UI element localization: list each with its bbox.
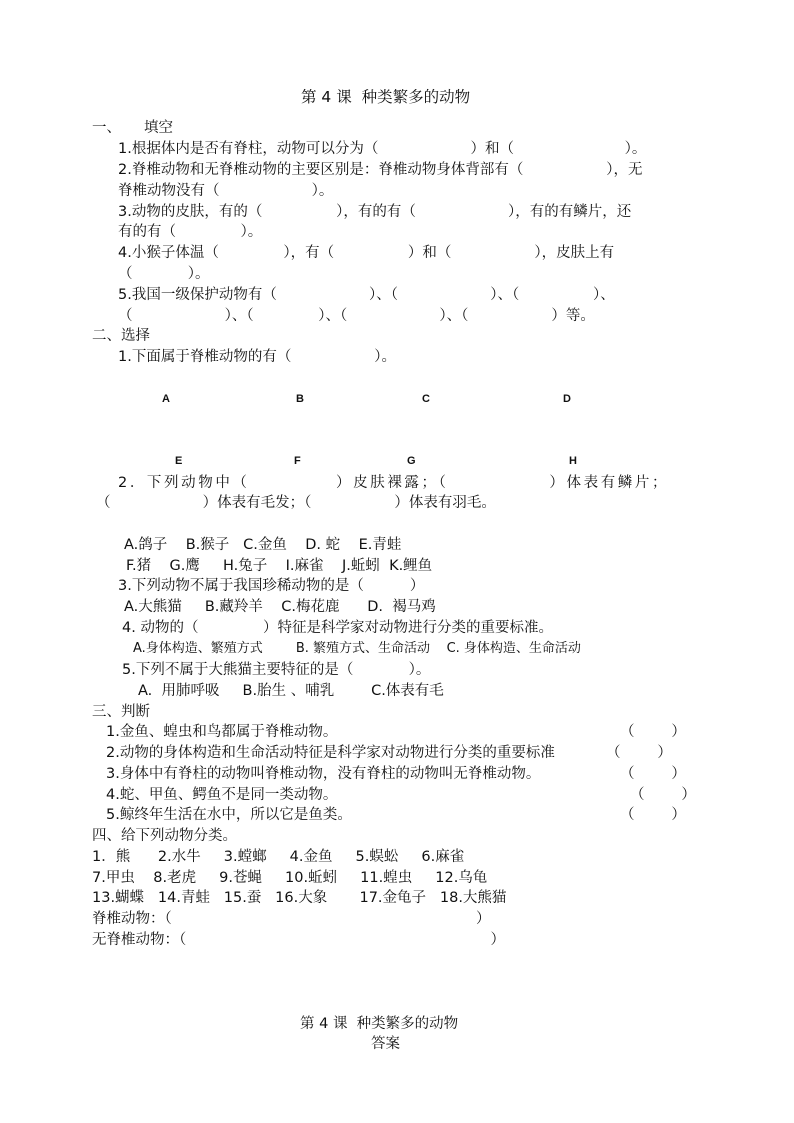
- judge-q5-paren: （ ）: [620, 807, 686, 823]
- judge-q2: 2.动物的身体构造和生命活动特征是科学家对动物进行分类的重要标准: [106, 745, 555, 761]
- animal-list-row-2: 7.甲虫 8.老虎 9.苍蝇 10.蚯蚓 11.蝗虫 12.乌龟: [92, 870, 488, 886]
- choice-q3: 3.下列动物不属于我国珍稀动物的是（ ）: [118, 578, 425, 594]
- animal-list-row-1: 1．熊 2.水牛 3.螳螂 4.金鱼 5.蜈蚣 6.麻雀: [92, 849, 465, 865]
- invertebrate-answer: 无脊椎动物：（ ）: [92, 932, 505, 948]
- section-1-heading: 一、 填空: [92, 120, 174, 136]
- image-label-c: C: [422, 393, 430, 405]
- choice-q5-options: A. 用肺呼吸 B.胎生 、哺乳 C.体表有毛: [138, 683, 444, 699]
- image-label-b: B: [296, 393, 304, 405]
- page-title: 第 4 课 种类繁多的动物: [301, 88, 471, 106]
- fill-q4: 4.小猴子体温（ ），有（ ）和（ ），皮肤上有: [118, 245, 615, 261]
- vertebrate-answer: 脊椎动物：（ ）: [92, 911, 491, 927]
- image-label-d: D: [563, 393, 571, 405]
- image-label-e: E: [175, 455, 183, 467]
- choice-q2-cont: （ ）体表有毛发；（ ）体表有羽毛。: [96, 495, 496, 511]
- judge-q2-paren: （ ）: [606, 745, 672, 761]
- image-label-f: F: [294, 455, 301, 467]
- image-label-h: H: [569, 455, 577, 467]
- section-4-heading: 四、给下列动物分类。: [92, 828, 237, 844]
- fill-q1: 1.根据体内是否有脊柱，动物可以分为（ ）和（ ）。: [118, 141, 647, 157]
- image-label-g: G: [407, 455, 416, 467]
- judge-q1-paren: （ ）: [620, 724, 686, 740]
- section-3-heading: 三、判断: [92, 704, 150, 720]
- choice-q5: 5.下列不属于大熊猫主要特征的是（ ）。: [122, 662, 431, 678]
- judge-q3-paren: （ ）: [620, 766, 686, 782]
- judge-q4: 4.蛇、甲鱼、鳄鱼不是同一类动物。: [106, 787, 338, 803]
- answer-subtitle: 答案: [371, 1036, 400, 1052]
- choice-q2-options-1: A.鸽子 B.猴子 C.金鱼 D. 蛇 E.青蛙: [124, 537, 402, 553]
- judge-q5: 5.鲸终年生活在水中，所以它是鱼类。: [106, 807, 352, 823]
- fill-q4-cont: （ ）。: [118, 266, 210, 282]
- fill-q3: 3.动物的皮肤，有的（ ），有的有（ ），有的有鳞片，还: [118, 204, 632, 220]
- choice-q2: 2．下列动物中（ ）皮肤裸露；（ ）体表有鳞片；: [118, 475, 670, 491]
- fill-q5: 5.我国一级保护动物有（ ）、（ ）、（ ）、: [118, 287, 615, 303]
- answer-title: 第 4 课 种类繁多的动物: [300, 1016, 459, 1032]
- judge-q3: 3.身体中有脊柱的动物叫脊椎动物，没有脊柱的动物叫无脊椎动物。: [106, 766, 541, 782]
- judge-q4-paren: （ ）: [630, 787, 696, 803]
- choice-q2-options-2: F.猪 G.鹰 H.兔子 I.麻雀 J.蚯蚓 K.鲤鱼: [126, 558, 433, 574]
- fill-q3-cont: 有的有（ ）。: [118, 224, 263, 240]
- choice-q3-options: A.大熊猫 B.藏羚羊 C.梅花鹿 D. 褐马鸡: [124, 599, 436, 615]
- animal-list-row-3: 13.蝴蝶 14.青蛙 15.蚕 16.大象 17.金龟子 18.大熊猫: [92, 890, 507, 906]
- image-label-a: A: [162, 393, 170, 405]
- choice-q4: 4. 动物的（ ）特征是科学家对动物进行分类的重要标准。: [122, 620, 553, 636]
- judge-q1: 1.金鱼、蝗虫和鸟都属于脊椎动物。: [106, 724, 338, 740]
- fill-q2-cont: 脊椎动物没有（ ）。: [118, 183, 334, 199]
- choice-q4-options: A.身体构造、繁殖方式 B. 繁殖方式、生命活动 C. 身体构造、生命活动: [133, 641, 581, 656]
- fill-q2: 2.脊椎动物和无脊椎动物的主要区别是：脊椎动物身体背部有（ ），无: [118, 162, 643, 178]
- section-2-heading: 二、选择: [92, 328, 150, 344]
- fill-q5-cont: （ ）、（ ）、（ ）、（ ）等。: [118, 308, 595, 324]
- choice-q1: 1.下面属于脊椎动物的有（ ）。: [118, 349, 397, 365]
